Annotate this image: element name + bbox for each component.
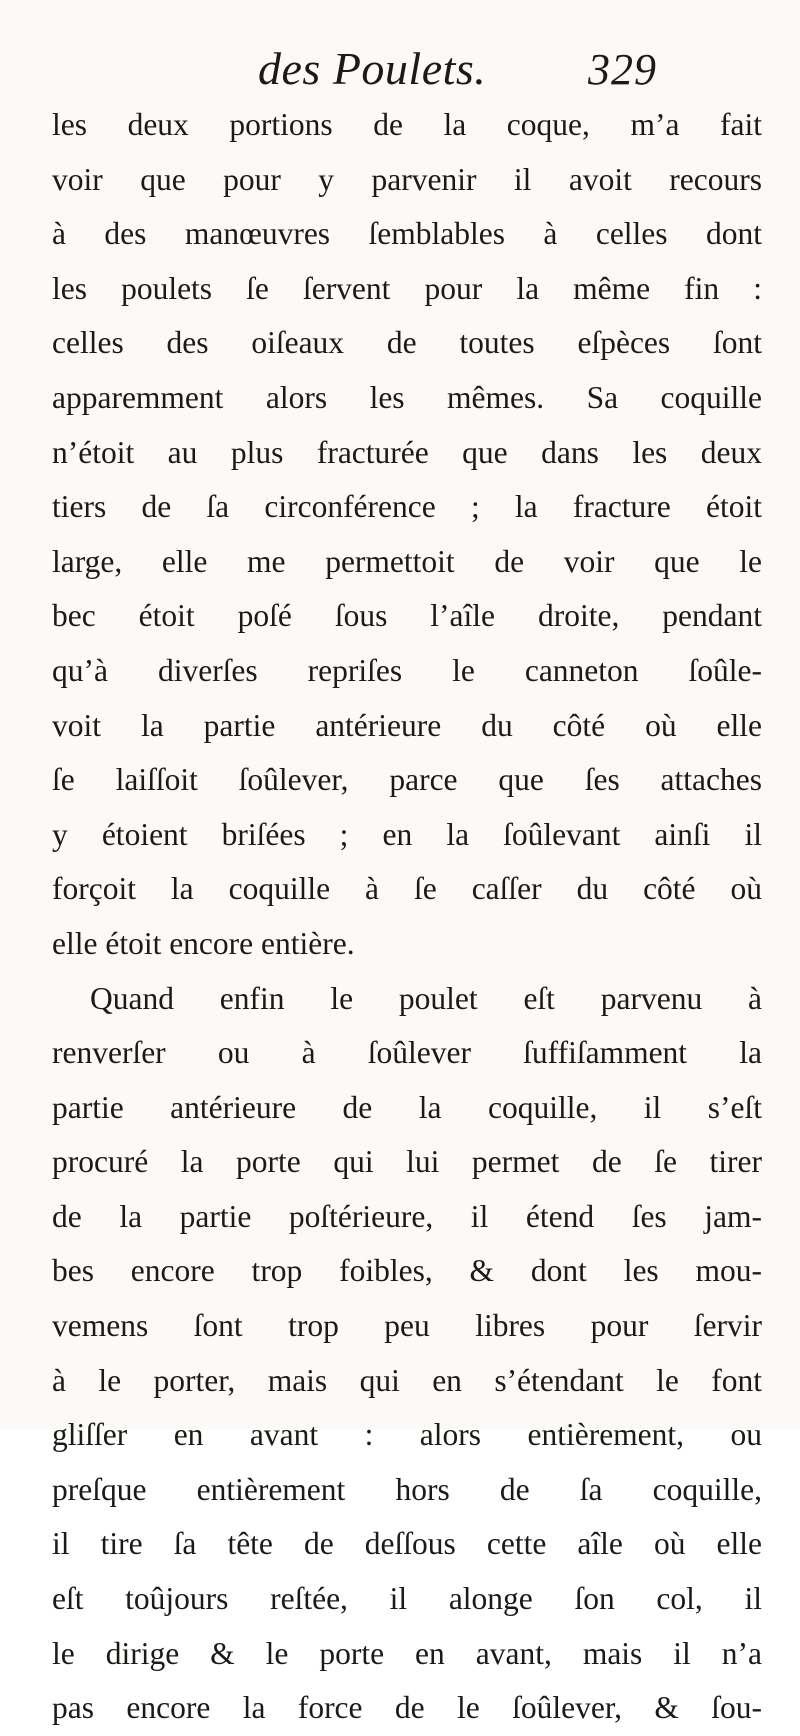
text-line: de la partie poſtérieure, il étend ſes jam-: [52, 1198, 762, 1234]
text-line: large, elle me permettoit de voir que le: [52, 543, 762, 579]
paragraph-end-line: elle étoit encore entière.: [52, 925, 355, 961]
text-line: pas encore la force de le ſoûlever, & ſou-: [52, 1690, 762, 1726]
text-line: à le porter, mais qui en s’étendant le font: [52, 1362, 762, 1398]
running-head: [0, 42, 800, 102]
text-line: bes encore trop foibles, & dont les mou-: [52, 1253, 762, 1289]
text-line: forçoit la coquille à ſe caſſer du côté où: [52, 871, 762, 907]
text-line: à des manœuvres ſemblables à celles dont: [52, 216, 762, 252]
text-line: les poulets ſe ſervent pour la même fin :: [52, 270, 762, 306]
text-line: n’étoit au plus fracturée que dans les deux: [52, 434, 762, 470]
text-line: celles des oiſeaux de toutes eſpèces ſont: [52, 325, 762, 361]
text-line: les deux portions de la coque, m’a fait: [52, 107, 762, 142]
page-number: 329: [588, 45, 657, 94]
text-line: bec étoit poſé ſous l’aîle droite, pendant: [52, 598, 762, 634]
body-text: [52, 98, 762, 1736]
text-line: preſque entièrement hors de ſa coquille,: [52, 1471, 762, 1507]
text-line: voir que pour y parvenir il avoit recours: [52, 161, 762, 197]
text-line: y étoient briſées ; en la ſoûlevant ainſi il: [52, 816, 762, 852]
text-line: il tire ſa tête de deſſous cette aîle où elle: [52, 1526, 762, 1562]
paragraph-start-line: Quand enfin le poulet eſt parvenu à: [90, 980, 762, 1016]
text-line: gliſſer en avant : alors entièrement, ou: [52, 1417, 762, 1453]
text-line: voit la partie antérieure du côté où elle: [52, 707, 762, 743]
running-title: des Poulets.: [258, 43, 487, 94]
text-line: renverſer ou à ſoûlever ſuffiſamment la: [52, 1035, 762, 1071]
text-line: vemens ſont trop peu libres pour ſervir: [52, 1308, 762, 1344]
text-line: partie antérieure de la coquille, il s’eſt: [52, 1089, 762, 1125]
text-line: qu’à diverſes repriſes le canneton ſoûle-: [52, 652, 762, 688]
text-line: ſe laiſſoit ſoûlever, parce que ſes attaches: [52, 762, 762, 798]
text-line: tiers de ſa circonférence ; la fracture étoit: [52, 489, 762, 525]
text-line: le dirige & le porte en avant, mais il n’a: [52, 1635, 762, 1671]
text-line: procuré la porte qui lui permet de ſe tirer: [52, 1144, 762, 1180]
text-line: eſt toûjours reſtée, il alonge ſon col, il: [52, 1581, 762, 1617]
text-line: apparemment alors les mêmes. Sa coquille: [52, 379, 762, 415]
